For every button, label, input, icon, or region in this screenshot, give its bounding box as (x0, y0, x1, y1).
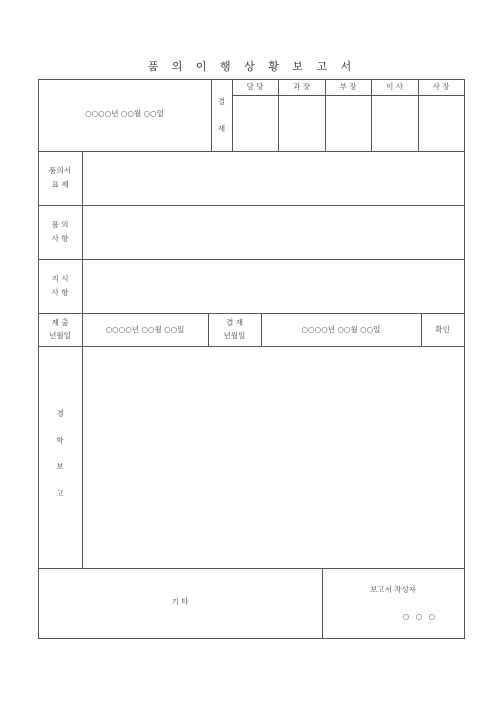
approve-label: 결 재 년월일 (223, 318, 246, 340)
approval-label-bottom: 재 (217, 124, 226, 133)
approve-date: ○○○○년 ○○월 ○○일 (301, 325, 381, 334)
row-line-2 (38, 205, 465, 206)
frame-left (38, 79, 39, 639)
title-label: 품의서 표 제 (49, 166, 71, 189)
frame-right (464, 79, 465, 639)
approver-3: 부 장 (339, 82, 357, 91)
submit-label: 제 출 년월일 (49, 318, 71, 340)
writer-label: 보고서 작성자 (370, 585, 416, 594)
row-line-5 (38, 346, 465, 347)
approval-label-top: 결 (217, 97, 226, 106)
row-line-3 (38, 259, 465, 260)
header-divider-date (211, 79, 212, 151)
approver-5: 사 장 (432, 82, 450, 91)
submit-date: ○○○○년 ○○월 ○○일 (105, 325, 185, 334)
instruction-label: 지 시 사 항 (51, 274, 69, 297)
frame-top (38, 79, 465, 80)
frame-bottom (38, 638, 465, 639)
confirm-label: 확인 (435, 325, 450, 334)
writer-name: ○ ○ ○ (402, 612, 438, 621)
approver-4: 이 사 (386, 82, 403, 91)
label-column-divider (82, 151, 83, 569)
approver-header-line (232, 95, 464, 96)
footer-divider (322, 568, 323, 639)
row-line-4 (38, 313, 465, 314)
approver-2: 과 장 (293, 82, 310, 91)
report-label: 경 학 보 고 (56, 409, 64, 498)
approver-1: 담 당 (246, 82, 264, 91)
header-date: ○○○○년 ○○월 ○○일 (85, 109, 164, 118)
row-line-1 (38, 151, 465, 152)
row-line-6 (38, 568, 465, 569)
page-title: 품 의 이 행 상 황 보 고 서 (147, 60, 357, 73)
etc-label: 기 타 (171, 597, 189, 606)
matter-label: 품 의 사 항 (51, 220, 69, 243)
